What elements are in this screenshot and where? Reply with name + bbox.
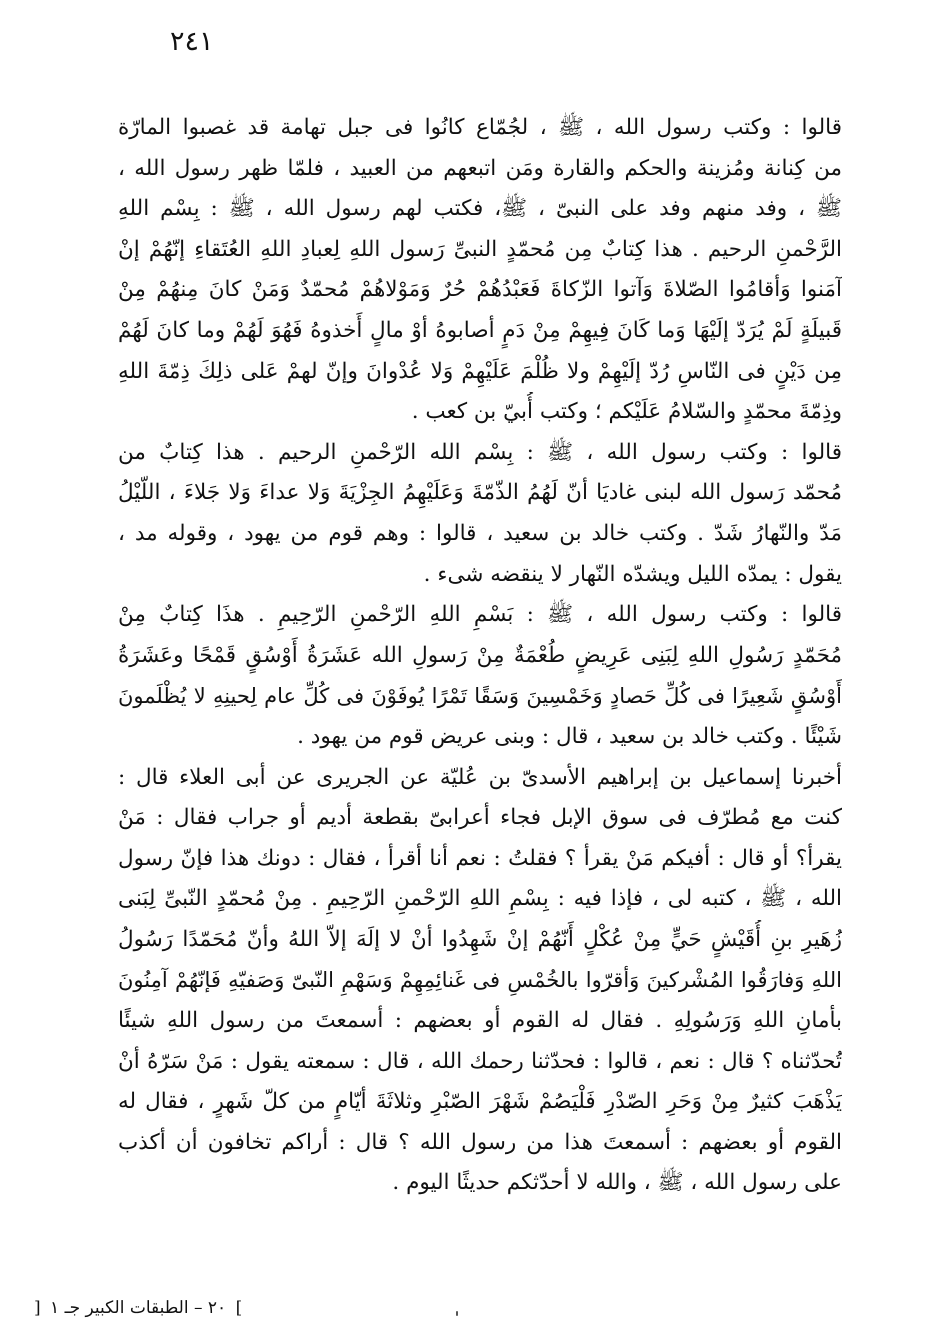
text-line: أخبرنا إسماعيل بن إبراهيم الأسدىّ بن عُليّة عن الجريرى عن أبى العلاء قال : — [118, 764, 842, 790]
text-line: أَوْسُقٍ شَعِيرًا فى كُلِّ حَصادٍ وَخَمْسِينَ وَسَقًا تَمْرًا يُوفَوْنَ فى كُلِّ عام لِحينِهِ لا يُظْلَمونَ — [118, 684, 842, 709]
body-text — [118, 108, 842, 1204]
page-number: ٢٤١ — [170, 26, 214, 57]
text-line: كنت مع مُطرّف فى سوق الإبل فجاء أعرابىّ بقطعة أديم أو جراب فقال : مَنْ — [118, 805, 842, 831]
footer-open-bracket: [ — [34, 1298, 41, 1318]
text-line: من كِنانة ومُزينة والحكم والقارة ومَن اتبعهم من العبيد ، فلمّا ظهر رسول الله ، — [118, 155, 842, 181]
text-line: قالوا : وكتب رسول الله ، ﷺ : بِسْم الله الرّحْمنِ الرحيم . هذا كِتابٌ من — [118, 439, 842, 465]
ink-speck — [456, 1311, 458, 1316]
page-footer — [30, 1298, 246, 1318]
text-line: يَذْهَبَ كثيرٌ مِنْ وَحَرِ الصّدْرِ فَلْيَصُمْ شَهْرَ الصّبْرِ وثلاثَةَ أيّامٍ من كلّ شَهرٍ ، فقال له — [118, 1089, 842, 1115]
text-line: آمَنوا وَأقامُوا الصّلاةَ وَآتوا الزّكاةَ فَعَبْدُهُمْ حُرٌ وَمَوْلاهُمْ مُحمّدٌ وَمَنْ كانَ مِنهُمْ مِنْ — [118, 277, 842, 303]
text-line: على رسول الله ، ﷺ ، والله لا أحدّثكم حديثًا اليوم . — [392, 1170, 842, 1196]
footer-signature: ٢٠ – الطبقات الكبير جـ ١ — [50, 1298, 227, 1318]
text-line: الرَّحْمنِ الرحيم . هذا كِتابٌ مِن مُحمّدٍ النبىِّ رَسول اللهِ لِعبادِ اللهِ العُتَقاءِ إنّهُمْ إنْ — [118, 236, 842, 262]
text-line: بأمانِ اللهِ وَرَسُولِهِ . فقال له القوم أو بعضهم : أسمعتَ من رسول اللهِ شيئًا — [118, 1008, 842, 1034]
text-line: مُحمّد رَسول الله لبنى غاديَا أنّ لَهُمُ الذّمّةَ وَعَلَيْهِمُ الجِزْيَةَ وَلا عداءَ وَلا جَلاءَ ، اللّيْلُ — [118, 480, 842, 506]
text-line: ﷺ ، وفد منهم وفد على النبىّ ، ﷺ، فكتب لهم رسول الله ، ﷺ : بِسْم اللهِ — [118, 196, 842, 222]
text-line: اللهِ وَفارَقُوا المُشْركينَ وَأقرّوا بالخُمْسِ فى غَنائِمِهِمْ وَسَهْمِ النّبىّ وَصَفيّهِ فَإنّهُمْ آمِنُونَ — [118, 968, 842, 993]
text-line: تُحدّثناه ؟ قال : نعم ، قالوا : فحدّثنا رحمك الله ، قال : سمعته يقول : مَنْ سَرّهُ أنْ — [118, 1048, 842, 1074]
footer-close-bracket: ] — [235, 1298, 243, 1318]
text-line: شَيْئًا . وكتب خالد بن سعيد ، قال : وبنى عريض قوم من يهود . — [297, 723, 842, 749]
text-line: القوم أو بعضهم : أسمعتَ هذا من رسول الله ؟ قال : أراكم تخافون أن أكذب — [118, 1129, 842, 1155]
text-line: الله ، ﷺ ، كتبه لى ، فإذا فيه : بِسْمِ اللهِ الرّحْمنِ الرّحِيمِ . مِنْ مُحمّدٍ النّبىِّ لِبَنى — [118, 886, 842, 912]
text-line: يقرأ؟ أو قال : أفيكم مَنْ يقرأ ؟ فقلتُ : نعم أنا أقرأ ، فقال : دونك هذا فإنّ رسول — [118, 845, 842, 871]
text-line: يقول : يمدّه الليل ويشدّه النّهار لا ينقضه شىء . — [423, 561, 842, 587]
text-line: مِن دَيْنٍ فى النّاسِ رُدّ إلَيْهِمْ ولا ظُلْمَ عَلَيْهِمْ وَلا عُدْوانَ وإنّ لهمْ عَلى ذلِكَ ذِمّةَ اللهِ — [118, 358, 842, 384]
text-line: مُحَمّدٍ رَسُولِ اللهِ لِبَنِى عَرِيضٍ طُعْمَةٌ مِنْ رَسولِ الله عَشَرَةُ أَوْسُقٍ قَمْحًا وعَشَرَةُ — [118, 642, 842, 668]
text-line: مَدّ والنّهارُ شَدّ . وكتب خالد بن سعيد ، قالوا : وهم قوم من يهود ، وقوله مد ، — [118, 520, 842, 546]
text-line: زُهَيرِ بنِ أُقَيْشٍ حَيٍّ مِنْ عُكْلٍ أَنّهُمْ إنْ شَهِدُوا أنْ لا إلَهَ إلاّ اللهُ وأنّ مُحَمّدًا رَسُولُ — [118, 926, 842, 952]
text-line: وذِمّةَ محمّدٍ والسّلامُ عَلَيْكم ؛ وكتب أُبيّ بن كعب . — [411, 399, 842, 425]
text-line: قَبيلَةٍ لَمْ يُرَدّ إلَيْهَا وَما كَانَ فِيهِمْ مِنْ دَمٍ أصابوهُ أوْ مالٍ أَخذوهُ فَهُوَ لَهُمْ وما كانَ لَهُمْ — [118, 317, 842, 343]
text-line: قالوا : وكتب رسول الله ، ﷺ : بَسْمِ اللهِ الرّحْمنِ الرّحِيمِ . هذَا كِتابٌ مِنْ — [118, 602, 842, 628]
text-line: قالوا : وكتب رسول الله ، ﷺ ، لجُمّاع كانُوا فى جبل تهامة قد غصبوا المارّة — [118, 115, 842, 140]
